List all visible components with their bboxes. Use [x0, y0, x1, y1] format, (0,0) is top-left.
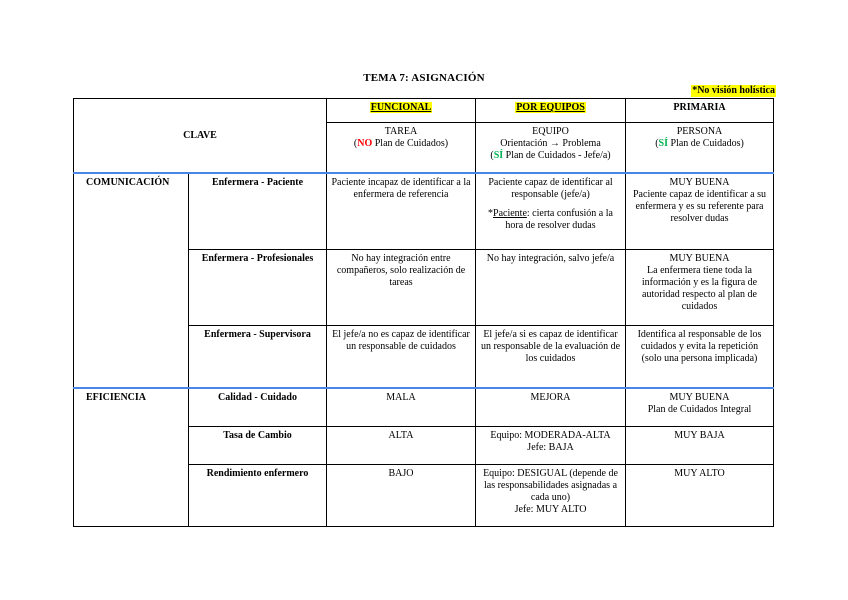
cell: MUY BAJA [626, 427, 774, 465]
cell: MUY ALTO [626, 465, 774, 527]
cell: MUY BUENA La enfermera tiene toda la información y es la figura de autoridad respecto al plan de cuidados [626, 250, 774, 326]
sub-enfermera-paciente: Enfermera - Paciente [189, 173, 327, 250]
no-mark: NO [357, 138, 373, 149]
clave-por-equipos: EQUIPO Orientación → Problema (SÍ Plan de Cuidados - Jefe/a) [476, 123, 626, 174]
section-comunicacion: COMUNICACIÓN [74, 173, 189, 388]
sub-calidad-cuidado: Calidad - Cuidado [189, 388, 327, 427]
cell: Identifica al responsable de los cuidados y evita la repetición (solo una persona implicada) [626, 326, 774, 389]
header-row [74, 99, 774, 123]
si-mark: SÍ [493, 150, 504, 161]
header-funcional: FUNCIONAL [327, 99, 476, 123]
cell: Equipo: DESIGUAL (depende de las responsabilidades asignadas a cada uno) Jefe: MUY ALTO [476, 465, 626, 527]
section-eficiencia: EFICIENCIA [74, 388, 189, 527]
cell: No hay integración, salvo jefe/a [476, 250, 626, 326]
clave-primaria: PERSONA (SÍ Plan de Cuidados) [626, 123, 774, 174]
cell: Equipo: MODERADA-ALTA Jefe: BAJA [476, 427, 626, 465]
cell: Paciente incapaz de identificar a la enfermera de referencia [327, 173, 476, 250]
sub-tasa-de-cambio: Tasa de Cambio [189, 427, 327, 465]
comunicacion-row-1 [74, 173, 774, 250]
cell: BAJO [327, 465, 476, 527]
eficiencia-row-1 [74, 388, 774, 427]
cell: MALA [327, 388, 476, 427]
cell: El jefe/a si es capaz de identificar un responsable de la evaluación de los cuidados [476, 326, 626, 389]
header-primaria: PRIMARIA [626, 99, 774, 123]
header-por-equipos: POR EQUIPOS [476, 99, 626, 123]
clave-header: CLAVE [74, 99, 327, 174]
clave-funcional: TAREA (NO Plan de Cuidados) [327, 123, 476, 174]
cell: El jefe/a no es capaz de identificar un responsable de cuidados [327, 326, 476, 389]
holistic-note: *No visión holística [692, 85, 775, 96]
cell: MUY BUENA Paciente capaz de identificar a su enfermera y es su referente para resolver dudas [626, 173, 774, 250]
cell: ALTA [327, 427, 476, 465]
cell: MUY BUENA Plan de Cuidados Integral [626, 388, 774, 427]
sub-enfermera-profesionales: Enfermera - Profesionales [189, 250, 327, 326]
cell: MEJORA [476, 388, 626, 427]
assignment-table [73, 98, 774, 527]
sub-rendimiento-enfermero: Rendimiento enfermero [189, 465, 327, 527]
sub-enfermera-supervisora: Enfermera - Supervisora [189, 326, 327, 389]
si-mark: SÍ [658, 138, 668, 149]
cell: No hay integración entre compañeros, solo realización de tareas [327, 250, 476, 326]
page-title: TEMA 7: ASIGNACIÓN [363, 72, 485, 84]
cell: Paciente capaz de identificar al responsable (jefe/a) *Paciente: cierta confusión a la hora de resolver dudas [476, 173, 626, 250]
